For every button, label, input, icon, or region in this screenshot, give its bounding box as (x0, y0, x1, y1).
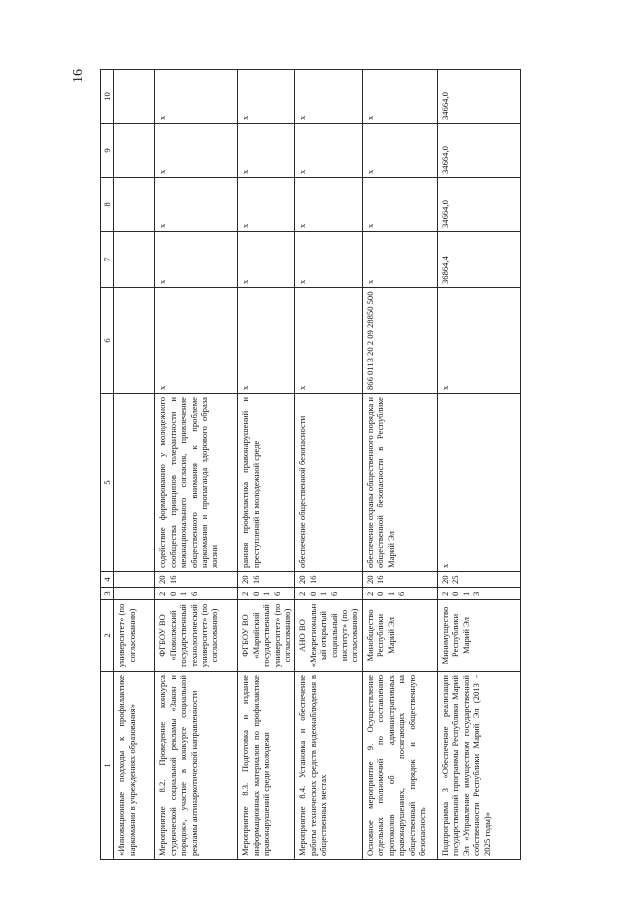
start-year-cell: 2016 (238, 588, 295, 600)
column-number: 9 (101, 124, 114, 178)
start-year-cell: 2016 (155, 588, 238, 600)
column-number: 1 (101, 672, 114, 860)
activity-name-cell: «Инновационные подходы к профилактике наркомании в учреждениях образования» (114, 672, 155, 860)
end-year-cell (114, 572, 155, 588)
executor-cell: Минимущество Республики Марий Эл (437, 600, 520, 672)
activity-name-cell: Мероприятие 8.4. Установка и обеспечение работы технических средств видеонаблюдения в общественных местах (295, 672, 362, 860)
value-cell: х (238, 178, 295, 232)
value-cell: х (362, 178, 437, 232)
value-cell: 36864,4 (437, 232, 520, 288)
value-cell: 34664,0 (437, 124, 520, 178)
value-cell (114, 70, 155, 124)
value-cell: х (295, 232, 362, 288)
end-year-cell: 2016 (238, 572, 295, 588)
column-number: 3 (101, 588, 114, 600)
end-year-cell: 2016 (155, 572, 238, 588)
executor-cell: ФГБОУ ВО «Марийский государственный университет» (по согласованию) (238, 600, 295, 672)
executor-cell: ФГБОУ ВО «Поволжский государственный технологический университет» (по согласованию) (155, 600, 238, 672)
activity-name-cell: Подпрограмма 3 «Обеспечение реализации государственной программы Республики Марий Эл «Управление имуществом государственной собственности Республики Марий Эл (2013 - 2025 годы)» (437, 672, 520, 860)
end-year-cell: 2025 (437, 572, 520, 588)
value-cell: х (155, 232, 238, 288)
budget-code-cell (114, 288, 155, 394)
expected-result-cell: обеспечение общественной безопасности (295, 394, 362, 572)
value-cell: х (155, 178, 238, 232)
activity-name-cell: Мероприятие 8.2. Проведение конкурса студенческой социальной рекламы «Закон и порядок», участие в конкурсе социальной рекламы антинаркотической направленности (155, 672, 238, 860)
program-table (100, 69, 521, 860)
value-cell: х (238, 232, 295, 288)
value-cell: х (155, 124, 238, 178)
expected-result-cell: обеспечение охраны общественного порядка и общественной безопасности в Республике Марий Эл (362, 394, 437, 572)
budget-code-cell: х (155, 288, 238, 394)
table-row (155, 70, 238, 860)
value-cell: х (295, 70, 362, 124)
budget-code-cell: х (238, 288, 295, 394)
table-row (238, 70, 295, 860)
expected-result-cell: ранняя профилактика правонарушений и преступлений в молодежной среде (238, 394, 295, 572)
page-number: 16 (71, 69, 86, 83)
table-row (362, 70, 437, 860)
executor-cell: АНО ВО «Межрегиональный открытый социальный институт» (по согласованию) (295, 600, 362, 672)
column-number: 6 (101, 288, 114, 394)
start-year-cell (114, 588, 155, 600)
budget-code-cell: х (295, 288, 362, 394)
column-number-row (101, 70, 114, 860)
expected-result-cell (114, 394, 155, 572)
value-cell: 34664,0 (437, 70, 520, 124)
program-table-sheet (100, 70, 540, 860)
start-year-cell: 2016 (362, 588, 437, 600)
value-cell: х (238, 124, 295, 178)
table-row (114, 70, 155, 860)
column-number: 5 (101, 394, 114, 572)
value-cell: х (362, 70, 437, 124)
value-cell: х (155, 70, 238, 124)
value-cell: 34664,0 (437, 178, 520, 232)
value-cell: х (295, 124, 362, 178)
table-row (295, 70, 362, 860)
value-cell: х (362, 232, 437, 288)
budget-code-cell: х (437, 288, 520, 394)
value-cell: х (295, 178, 362, 232)
value-cell (114, 124, 155, 178)
start-year-cell: 2013 (437, 588, 520, 600)
activity-name-cell: Мероприятие 8.3. Подготовка и издание информационных материалов по профилактике правонарушений среди молодежи (238, 672, 295, 860)
table-row (437, 70, 520, 860)
start-year-cell: 2016 (295, 588, 362, 600)
column-number: 2 (101, 600, 114, 672)
value-cell (114, 178, 155, 232)
value-cell: х (238, 70, 295, 124)
activity-name-cell: Основное мероприятие 9. Осуществление отдельных полномочий по составлению протоколов об административных правонарушениях, посягающих на общественный порядок и общественную безопасность (362, 672, 437, 860)
column-number: 7 (101, 232, 114, 288)
executor-cell: Минобщество Республики Марий Эл (362, 600, 437, 672)
budget-code-cell: 866 0113 20 2 09 28850 500 (362, 288, 437, 394)
executor-cell: университет» (по согласованию) (114, 600, 155, 672)
expected-result-cell: содействие формированию у молодежного сообщества принципов толерантности и межнационального согласия, привлечение общественного внимания к проблеме наркомании и пропаганда здорового образа жизни (155, 394, 238, 572)
value-cell: х (362, 124, 437, 178)
end-year-cell: 2016 (295, 572, 362, 588)
column-number: 8 (101, 178, 114, 232)
value-cell (114, 232, 155, 288)
expected-result-cell: х (437, 394, 520, 572)
column-number: 4 (101, 572, 114, 588)
column-number: 10 (101, 70, 114, 124)
end-year-cell: 2016 (362, 572, 437, 588)
